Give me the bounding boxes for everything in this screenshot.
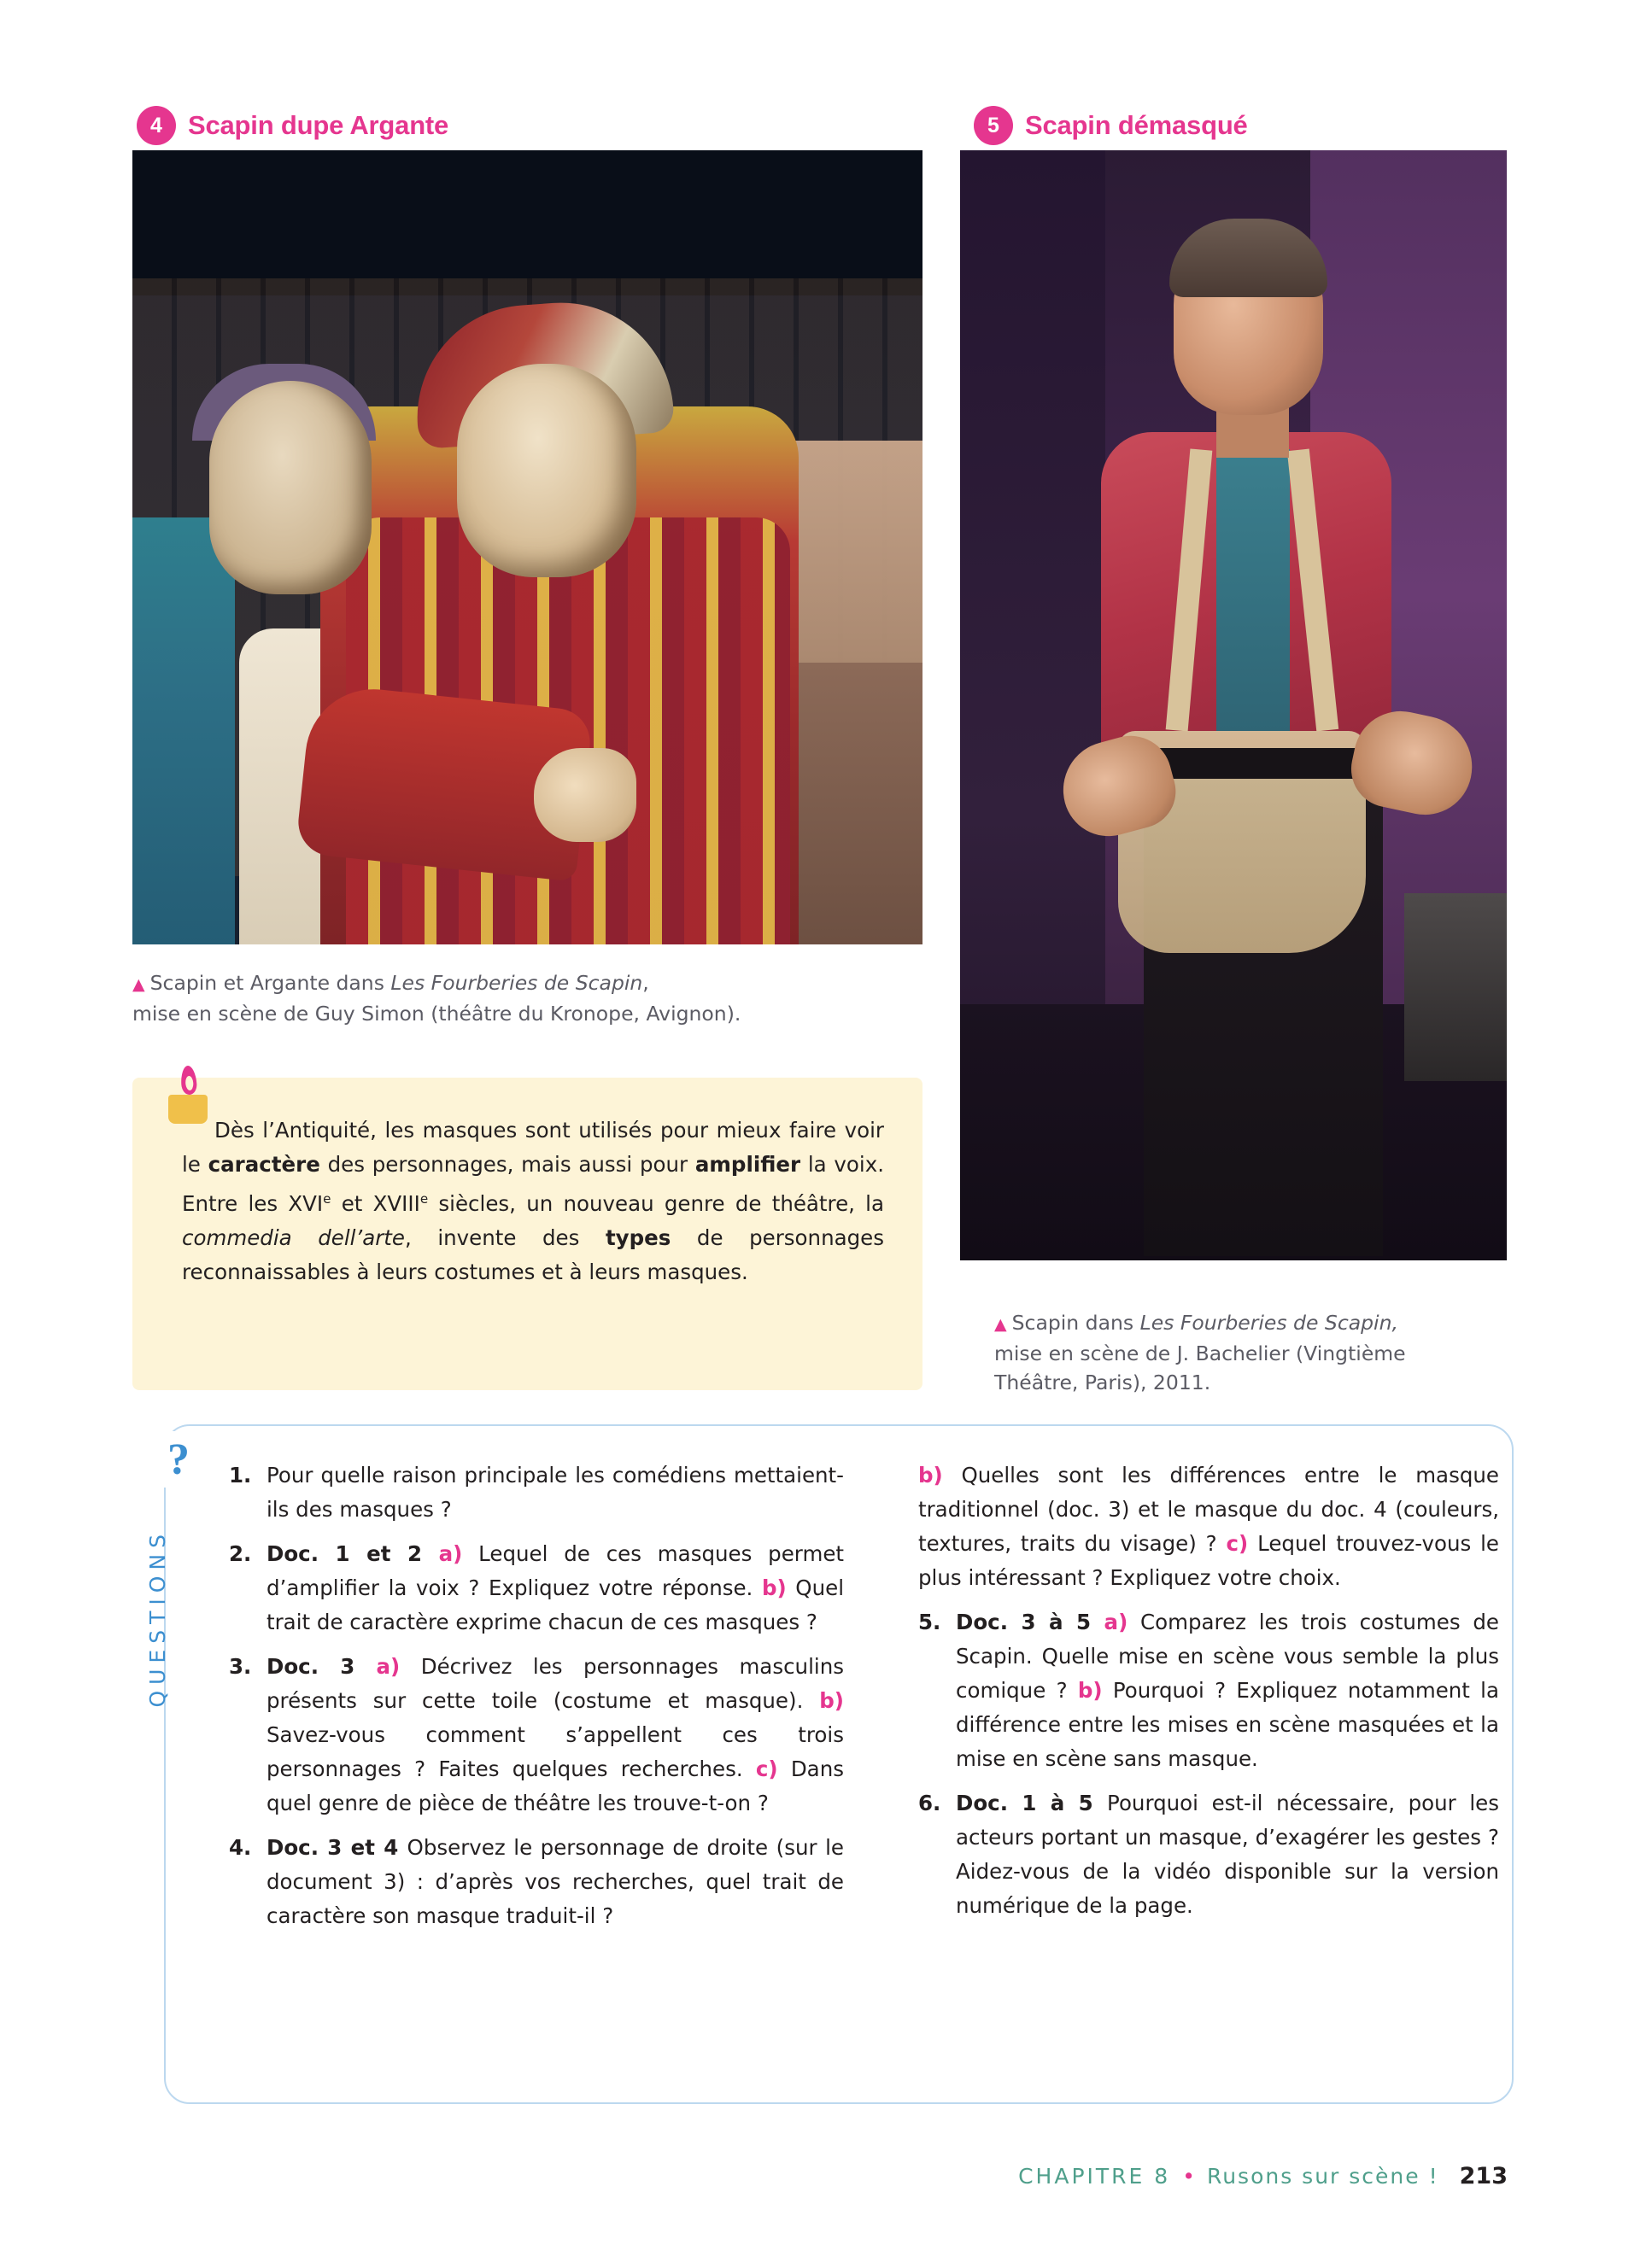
caption-doc4-comma: ,	[642, 971, 649, 995]
question-text: Pour quelle raison principale les comédiens mettaient-ils des masques ?	[266, 1463, 844, 1522]
question-doc-ref: Doc. 1 à 5	[956, 1791, 1108, 1815]
photo-backdrop-top	[132, 150, 922, 295]
question-text: Pourquoi ? Expliquez notamment la différence entre les mises en scène masquées et la mise en scène sans masque.	[956, 1678, 1499, 1771]
document-5-number: 5	[974, 106, 1013, 145]
question-sub-letter: b)	[1077, 1678, 1103, 1703]
question-number: 3.	[229, 1654, 252, 1679]
question-number: 2.	[229, 1541, 252, 1566]
question-doc-ref: Doc. 1 et 2	[266, 1541, 439, 1566]
question-text: Pourquoi est-il nécessaire, pour les acteurs portant un masque, d’exagérer les gestes ? Aidez-vous de la vidéo disponible sur la version numérique de la page.	[956, 1791, 1499, 1918]
question-sub-letter: c)	[755, 1757, 778, 1781]
question-text: Observez le personnage de droite (sur le document 3) : d’après vos recherches, quel trait de caractère son masque traduit-il ?	[266, 1835, 844, 1928]
photo-right-drape-shadow	[794, 663, 922, 944]
questions-vertical-label: QUESTIONS	[145, 1529, 170, 1708]
question-text: Quel trait de caractère exprime chacun de ces masques ?	[266, 1575, 844, 1634]
photo-blue-cape	[132, 517, 235, 944]
caption-doc4-text-a: Scapin et Argante dans	[149, 971, 391, 995]
question-text: Quelles sont les différences entre le masque traditionnel (doc. 3) et le masque du doc. 4 (couleurs, textures, traits du visage) ?	[918, 1463, 1499, 1556]
question-item	[229, 1458, 844, 1527]
caption-doc-4	[132, 968, 927, 1028]
info-italic-commedia: commedia dell’arte	[182, 1225, 405, 1251]
info-box-text: Dès l’Antiquité, les masques sont utilisés pour mieux faire voir le caractère des personnages, mais aussi pour amplifier la voix. Entre les XVIe et XVIIIe siècles, un nouveau genre de théâtre, la commedia dell’arte, invente des types de personnages reconnaissables à leurs costumes et à leurs masques.	[182, 1118, 884, 1285]
question-text: Dans quel genre de pièce de théâtre les trouve-t-on ?	[266, 1757, 844, 1815]
caption-doc4-line2: mise en scène de Guy Simon (théâtre du Kronope, Avignon).	[132, 1002, 741, 1026]
caption-triangle-icon: ▲	[132, 975, 145, 994]
photo-scapin-demasque	[960, 150, 1507, 1260]
info-bold-types: types	[605, 1225, 671, 1251]
photo-hand	[534, 748, 636, 842]
question-sub-letter: b)	[819, 1688, 844, 1713]
caption-doc4-title: Les Fourberies de Scapin	[390, 971, 643, 995]
question-doc-ref: Doc. 3 à 5	[956, 1610, 1104, 1634]
photo-center-mask	[457, 364, 636, 577]
caption-doc5-text-a: Scapin dans	[1011, 1311, 1140, 1335]
document-4-heading	[137, 106, 448, 145]
question-item	[229, 1537, 844, 1640]
photo-left-mask	[209, 381, 372, 594]
question-doc-ref: Doc. 3 et 4	[266, 1835, 407, 1860]
info-bold-caractere: caractère	[208, 1152, 320, 1177]
question-sub-letter: b)	[761, 1575, 787, 1600]
photo5-piano	[1404, 893, 1507, 1081]
question-number: 6.	[918, 1791, 941, 1815]
questions-column-left	[229, 1458, 844, 1944]
question-item	[918, 1786, 1499, 1923]
question-sub-letter: c)	[1226, 1531, 1249, 1556]
photo-scapin-dupe-argante	[132, 150, 922, 944]
document-5-heading	[974, 106, 1248, 145]
question-number: 1.	[229, 1463, 252, 1488]
footer-separator-icon: •	[1182, 2164, 1195, 2189]
question-item	[918, 1458, 1499, 1595]
caption-doc5-title: Les Fourberies de Scapin,	[1139, 1311, 1398, 1335]
question-number: 5.	[918, 1610, 941, 1634]
question-item	[229, 1650, 844, 1821]
question-sub-letter: a)	[1104, 1610, 1128, 1634]
info-box	[132, 1078, 922, 1390]
photo5-belt	[1144, 748, 1374, 779]
page-number: 213	[1459, 2163, 1508, 2189]
caption-triangle-icon-2: ▲	[994, 1315, 1007, 1334]
question-text: Savez-vous comment s’appellent ces trois personnages ? Faites quelques recherches.	[266, 1722, 844, 1781]
photo5-hair	[1169, 219, 1327, 297]
question-number: 4.	[229, 1835, 252, 1860]
info-bold-amplifier: amplifier	[694, 1152, 801, 1177]
question-text: Comparez les trois costumes de Scapin. Quelle mise en scène vous semble la plus comique ?	[956, 1610, 1499, 1703]
questions-column-right	[918, 1458, 1499, 1933]
question-sub-letter: a)	[438, 1541, 463, 1566]
question-text: Lequel trouvez-vous le plus intéressant ? Expliquez votre choix.	[918, 1531, 1499, 1590]
photo5-teal-undershirt	[1216, 449, 1290, 731]
footer-title: Rusons sur scène !	[1206, 2164, 1439, 2189]
question-text: Décrivez les personnages masculins présents sur cette toile (costume et masque).	[266, 1654, 844, 1713]
question-sub-letter: b)	[918, 1463, 943, 1488]
caption-doc-5	[994, 1308, 1524, 1397]
document-4-number: 4	[137, 106, 176, 145]
page-footer	[1018, 2163, 1508, 2189]
footer-chapter: CHAPITRE 8	[1018, 2164, 1171, 2189]
question-item	[918, 1605, 1499, 1776]
question-sub-letter: a)	[376, 1654, 401, 1679]
caption-doc5-line3: Théâtre, Paris), 2011.	[994, 1371, 1211, 1394]
question-mark-icon: ?	[150, 1431, 207, 1488]
document-5-title: Scapin démasqué	[1025, 110, 1248, 140]
question-item	[229, 1831, 844, 1933]
question-text: Lequel de ces masques permet d’amplifier la voix ? Expliquez votre réponse.	[266, 1541, 844, 1600]
caption-doc5-line2: mise en scène de J. Bachelier (Vingtième	[994, 1342, 1406, 1365]
document-4-title: Scapin dupe Argante	[188, 110, 449, 140]
question-doc-ref: Doc. 3	[266, 1654, 377, 1679]
